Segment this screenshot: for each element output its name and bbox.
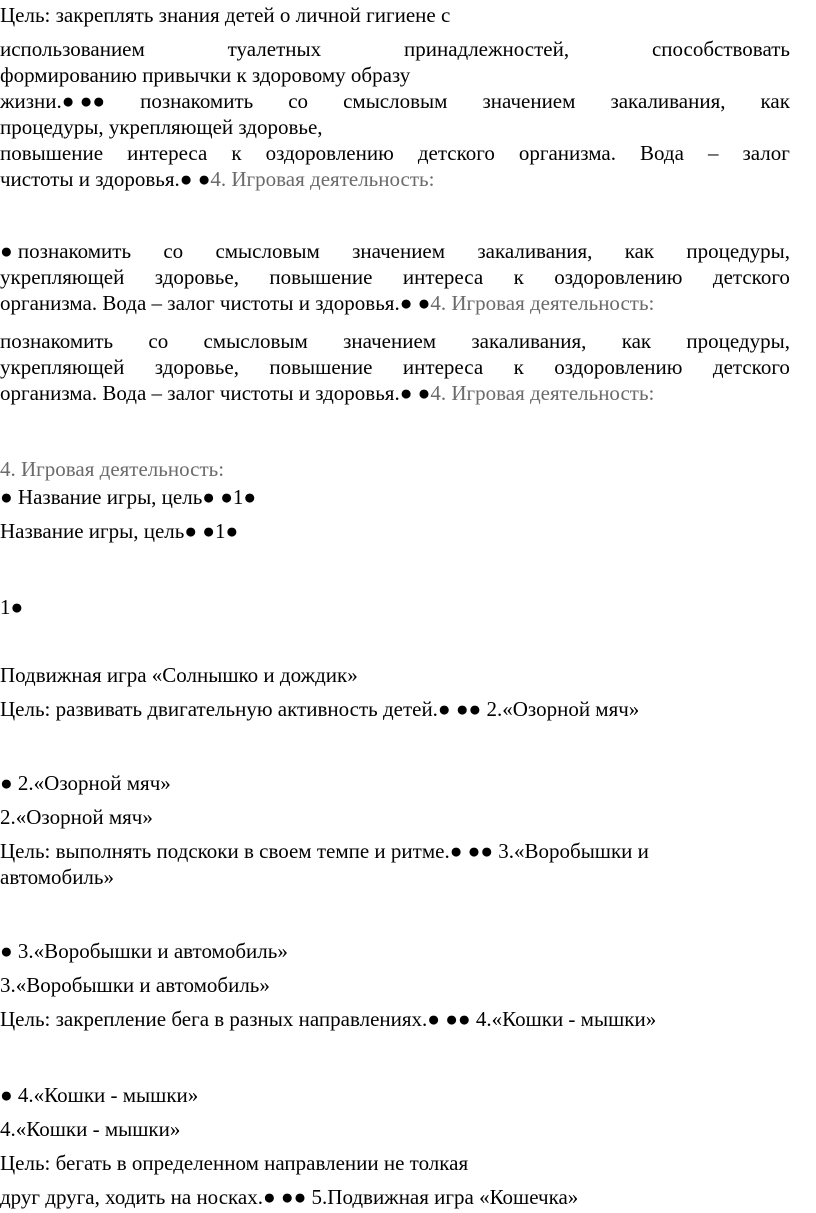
text-line xyxy=(0,264,790,290)
line-text: ● 4.«Кошки - мышки» xyxy=(0,1083,199,1107)
line-text: организма. Вода – залог чистоты и здоровья.● ● xyxy=(0,291,431,315)
word: детского xyxy=(712,265,790,289)
word: повышение xyxy=(0,141,104,165)
line-text: ● Название игры, цель● ●1● xyxy=(0,485,257,509)
line-text: ● 2.«Озорной мяч» xyxy=(0,771,171,795)
text-line xyxy=(0,1150,790,1176)
text-line xyxy=(0,696,790,722)
word: процедуры, xyxy=(686,239,790,263)
text-line xyxy=(0,938,790,964)
text-line xyxy=(0,770,790,796)
line-text: Цель: выполнять подскоки в своем темпе и ритме.● ●● 3.«Воробышки и xyxy=(0,839,649,863)
word: процедуры, xyxy=(686,329,790,353)
word: закаливания, xyxy=(477,239,593,263)
word: туалетных xyxy=(227,37,322,61)
text-line xyxy=(0,804,790,830)
text-line xyxy=(0,166,790,192)
word: к xyxy=(513,265,524,289)
word: закаливания, xyxy=(610,89,726,113)
word: Вода xyxy=(640,141,684,165)
word: интереса xyxy=(402,265,484,289)
text-line xyxy=(0,972,790,998)
line-text: Цель: бегать в определенном направлении не толкая xyxy=(0,1151,469,1175)
text-line xyxy=(0,238,790,264)
line-text: организма. Вода – залог чистоты и здоровья.● ● xyxy=(0,381,431,405)
word: принадлежностей, xyxy=(403,37,570,61)
word: ● познакомить xyxy=(0,239,132,263)
line-text: Цель: закрепление бега в разных направлениях.● ●● 4.«Кошки - мышки» xyxy=(0,1007,657,1031)
line-text: формированию привычки к здоровому образу xyxy=(0,63,411,87)
text-line xyxy=(0,594,790,620)
word: организма. xyxy=(518,141,616,165)
word: детского xyxy=(417,141,495,165)
word: познакомить xyxy=(140,89,254,113)
text-line xyxy=(0,328,790,354)
word: оздоровлению xyxy=(554,265,683,289)
line-text: 1● xyxy=(0,595,24,619)
line-text: друг друга, ходить на носках.● ●● 5.Подвижная игра «Кошечка» xyxy=(0,1185,579,1209)
word: закаливания, xyxy=(471,329,587,353)
word: здоровье, xyxy=(154,355,239,379)
line-text: Цель: закреплять знания детей о личной гигиене с xyxy=(0,3,451,27)
word: смысловым xyxy=(343,89,448,113)
text-line xyxy=(0,88,790,114)
word: укрепляющей xyxy=(0,265,125,289)
word: значением xyxy=(352,239,446,263)
text-line xyxy=(0,2,790,28)
text-line xyxy=(0,380,790,406)
text-line xyxy=(0,456,790,482)
text-line xyxy=(0,1082,790,1108)
word: укрепляющей xyxy=(0,355,125,379)
word: интереса xyxy=(127,141,208,165)
line-text: чистоты и здоровья.● ● xyxy=(0,167,211,191)
text-line xyxy=(0,36,790,62)
word: интереса xyxy=(402,355,484,379)
word: повышение xyxy=(269,355,373,379)
word: оздоровлению xyxy=(554,355,683,379)
text-line xyxy=(0,838,790,864)
word: как xyxy=(624,239,655,263)
word: как xyxy=(760,89,790,113)
text-line xyxy=(0,62,790,88)
word: к xyxy=(231,141,242,165)
word: повышение xyxy=(269,265,373,289)
text-line xyxy=(0,114,790,140)
word: как xyxy=(621,329,652,353)
word: значением xyxy=(482,89,576,113)
word: к xyxy=(513,355,524,379)
text-line xyxy=(0,518,790,544)
text-line xyxy=(0,662,790,688)
text-line xyxy=(0,354,790,380)
word: со xyxy=(288,89,309,113)
word: жизни.● ●● xyxy=(0,89,106,113)
word: здоровье, xyxy=(154,265,239,289)
word: значением xyxy=(343,329,437,353)
word: познакомить xyxy=(0,329,114,353)
line-text: 4.«Кошки - мышки» xyxy=(0,1117,181,1141)
section-heading: 4. Игровая деятельность: xyxy=(210,167,435,191)
text-line xyxy=(0,864,790,890)
word: со xyxy=(163,239,184,263)
line-text: 2.«Озорной мяч» xyxy=(0,805,153,829)
line-text: Название игры, цель● ●1● xyxy=(0,519,239,543)
text-line xyxy=(0,484,790,510)
line-text: процедуры, укрепляющей здоровье, xyxy=(0,115,323,139)
text-line xyxy=(0,140,790,166)
word: смысловым xyxy=(215,239,320,263)
text-line xyxy=(0,1184,790,1210)
word: со xyxy=(148,329,169,353)
line-text: автомобиль» xyxy=(0,865,114,889)
line-text: Цель: развивать двигательную активность детей.● ●● 2.«Озорной мяч» xyxy=(0,697,640,721)
word: смысловым xyxy=(203,329,308,353)
text-line xyxy=(0,290,790,316)
word: использованием xyxy=(0,37,145,61)
line-text: ● 3.«Воробышки и автомобиль» xyxy=(0,939,288,963)
section-heading: 4. Игровая деятельность: xyxy=(430,291,655,315)
word: оздоровлению xyxy=(265,141,394,165)
word: – xyxy=(707,141,719,165)
text-line xyxy=(0,1116,790,1142)
word: залог xyxy=(742,141,790,165)
text-line xyxy=(0,1006,790,1032)
word: детского xyxy=(712,355,790,379)
line-text: 3.«Воробышки и автомобиль» xyxy=(0,973,270,997)
line-text: Подвижная игра «Солнышко и дождик» xyxy=(0,663,358,687)
word: способствовать xyxy=(651,37,790,61)
section-heading: 4. Игровая деятельность: xyxy=(430,381,655,405)
section-heading: 4. Игровая деятельность: xyxy=(0,457,225,481)
